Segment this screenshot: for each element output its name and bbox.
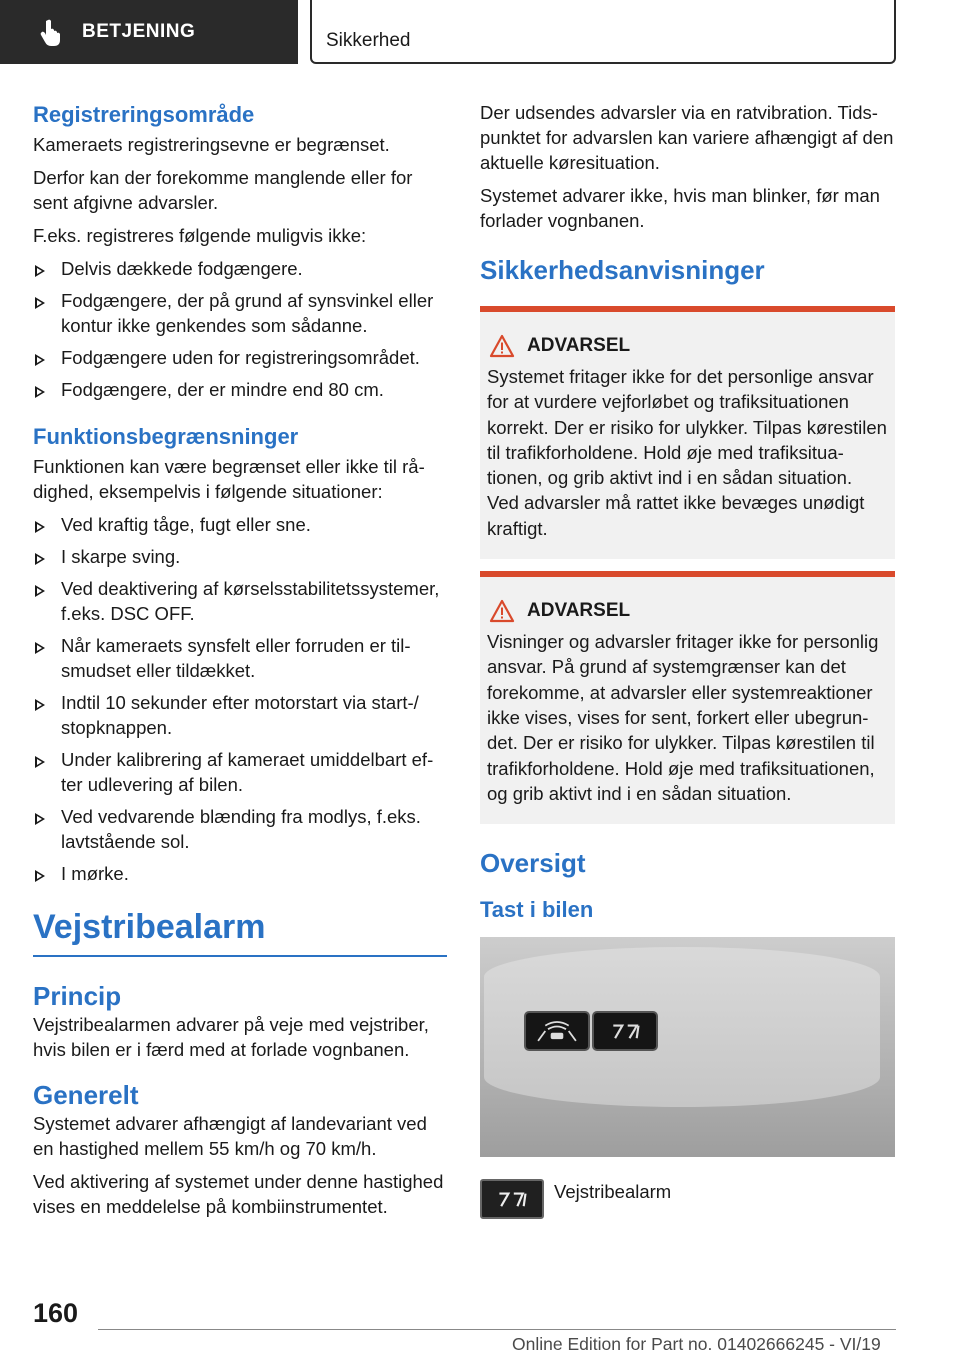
warning-text: Visninger og advarsler fritager ikke for personlig ansvar. På grund af systemgrænser kan det forekomme, at advarsler eller systemreaktioner ikke vises, vises for sent, forkert eller ubegrundet. Der er risiko for ulykker. Tilpas kørestilen til trafikforholdene. Hold øje med trafiksituationen, og grib aktivt ind i en sådan situation. xyxy=(487,631,879,804)
paragraph: Der udsendes advarsler via en ratvibration. Tidspunktet for advarslen kan variere afhængigt af den aktuelle køresituation. xyxy=(480,102,894,173)
warning-box xyxy=(480,571,895,824)
topic-label: Sikkerhed xyxy=(326,30,411,51)
lane-departure-button-icon xyxy=(592,1011,658,1051)
triangle-bullet-icon xyxy=(35,642,45,654)
paragraph: Systemet advarer ikke, hvis man blinker, før man forlader vognbanen. xyxy=(480,185,880,231)
warning-title: ADVARSEL xyxy=(527,600,631,622)
list-item: Fodgængere, der er mindre end 80 cm. xyxy=(33,377,447,402)
list-item: Under kalibrering af kameraet umiddelbart efter udlevering af bilen. xyxy=(33,747,447,797)
warning-triangle-icon xyxy=(489,334,515,358)
triangle-bullet-icon xyxy=(35,265,45,277)
triangle-bullet-icon xyxy=(35,756,45,768)
paragraph: Kameraets registreringsevne er begrænset. xyxy=(33,134,390,155)
paragraph: Derfor kan der forekomme manglende eller for sent afgivne advarsler. xyxy=(33,167,413,213)
warning-triangle-icon xyxy=(489,599,515,623)
list-item: Når kameraets synsfelt eller forruden er tilsmudset eller tildækket. xyxy=(33,633,447,683)
list-item: I skarpe sving. xyxy=(33,544,447,569)
header-topic-box xyxy=(310,0,896,64)
bullet-list xyxy=(33,512,447,886)
bullet-list xyxy=(33,256,447,402)
triangle-bullet-icon xyxy=(35,521,45,533)
header-section-tab xyxy=(0,0,298,64)
triangle-bullet-icon xyxy=(35,386,45,398)
heading-registreringsomraade: Registreringsområde xyxy=(33,102,255,127)
heading-generelt: Generelt xyxy=(33,1080,139,1110)
heading-oversigt: Oversigt xyxy=(480,848,586,879)
footer-edition: Online Edition for Part no. 01402666245 - VI/19 xyxy=(512,1334,881,1354)
triangle-bullet-icon xyxy=(35,354,45,366)
left-column xyxy=(33,100,447,1227)
list-item: Indtil 10 sekunder efter motorstart via start-/ stopknappen. xyxy=(33,690,447,740)
car-buttons-photo xyxy=(480,937,895,1157)
collision-warning-button-icon xyxy=(524,1011,590,1051)
triangle-bullet-icon xyxy=(35,699,45,711)
key-legend-row xyxy=(480,1179,895,1219)
warning-box xyxy=(480,306,895,559)
footer-divider xyxy=(98,1329,896,1330)
triangle-bullet-icon xyxy=(35,870,45,882)
warning-title: ADVARSEL xyxy=(527,335,631,356)
list-item: I mørke. xyxy=(33,861,447,886)
heading-sikkerhedsanvisninger: Sikkerhedsanvisninger xyxy=(480,255,765,285)
paragraph: Ved aktivering af systemet under denne hastighed vises en meddelelse på kombiinstrumentet. xyxy=(33,1171,444,1217)
paragraph: F.eks. registreres følgende muligvis ikke: xyxy=(33,225,367,246)
chapter-title-wrap xyxy=(33,908,447,957)
list-item: Ved deaktivering af kørselsstabilitetssystemer, f.eks. DSC OFF. xyxy=(33,576,447,626)
chapter-title: Vejstribealarm xyxy=(33,908,266,946)
paragraph: Vejstribealarmen advarer på veje med vejstriber, hvis bilen er i færd med at forlade vognbanen. xyxy=(33,1014,429,1060)
warning-text: Systemet fritager ikke for det personlige ansvar for at vurdere vejforløbet og trafiksituationen korrekt. Der er risiko for ulykker. Tilpas kørestilen til trafikforholdene. Hold øje med trafiksituationen, og grib aktivt ind i en sådan situation. Ved advarsler må rattet ikke bevæges unødigt kraftigt. xyxy=(487,366,887,539)
page-number: 160 xyxy=(33,1298,79,1328)
triangle-bullet-icon xyxy=(35,297,45,309)
triangle-bullet-icon xyxy=(35,813,45,825)
lane-departure-key-icon xyxy=(480,1179,544,1219)
heading-funktionsbegraensninger: Funktionsbegrænsninger xyxy=(33,424,299,449)
section-label: BETJENING xyxy=(82,21,196,42)
paragraph: Funktionen kan være begrænset eller ikke til rådighed, eksempelvis i følgende situationer: xyxy=(33,456,425,502)
list-item: Fodgængere, der på grund af synsvinkel eller kontur ikke genkendes som sådanne. xyxy=(33,288,447,338)
list-item: Ved kraftig tåge, fugt eller sne. xyxy=(33,512,447,537)
triangle-bullet-icon xyxy=(35,553,45,565)
heading-princip: Princip xyxy=(33,981,122,1011)
triangle-bullet-icon xyxy=(35,585,45,597)
heading-tast-i-bilen: Tast i bilen xyxy=(480,897,594,923)
list-item: Delvis dækkede fodgængere. xyxy=(33,256,447,281)
paragraph: Systemet advarer afhængigt af landevariant ved en hastighed mellem 55 km/h og 70 km/h. xyxy=(33,1113,427,1159)
list-item: Ved vedvarende blænding fra modlys, f.eks. lavtstående sol. xyxy=(33,804,447,854)
key-label: Vejstribealarm xyxy=(554,1181,672,1203)
right-column xyxy=(480,100,895,1219)
list-item: Fodgængere uden for registreringsområdet. xyxy=(33,345,447,370)
hand-pointer-icon xyxy=(38,17,68,47)
